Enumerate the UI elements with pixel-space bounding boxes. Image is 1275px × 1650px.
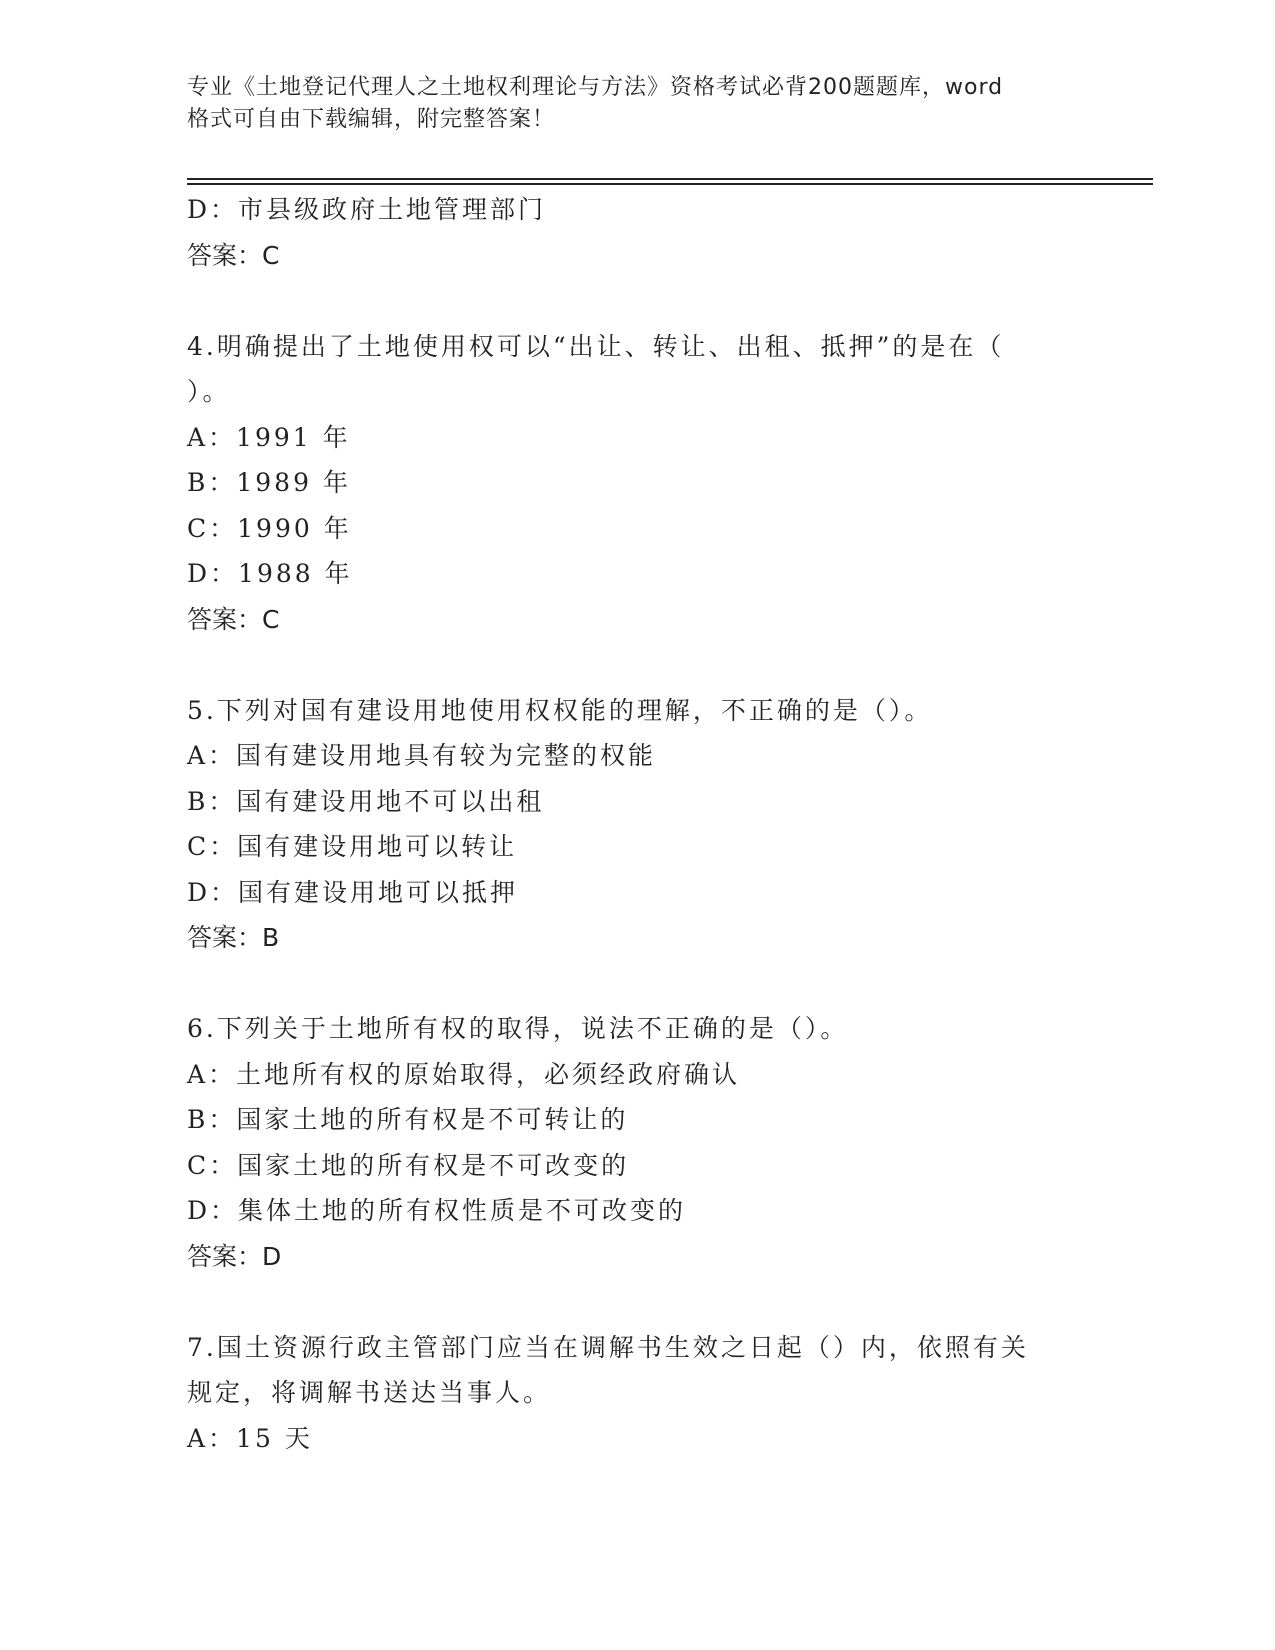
answer-line: 答案：C (187, 240, 280, 270)
option-line: D：集体土地的所有权性质是不可改变的 (187, 1196, 687, 1225)
question-stem-line: 5.下列对国有建设用地使用权权能的理解，不正确的是（）。 (187, 695, 933, 725)
header-title-line-2: 格式可自由下载编辑，附完整答案！ (187, 107, 556, 132)
header-divider-top (187, 178, 1153, 180)
question-5 (187, 688, 1107, 961)
question-6 (187, 1006, 1107, 1279)
question-stem-line: 6.下列关于土地所有权的取得，说法不正确的是（）。 (187, 1014, 849, 1043)
option-line: A：土地所有权的原始取得，必须经政府确认 (187, 1059, 741, 1089)
spacer (187, 961, 1107, 1007)
option-line: C：国家土地的所有权是不可改变的 (187, 1150, 630, 1180)
answer-line: 答案：B (187, 923, 280, 952)
option-line: C：国有建设用地可以转让 (187, 832, 518, 861)
question-list (187, 187, 1107, 1461)
option-line: A：国有建设用地具有较为完整的权能 (187, 741, 657, 770)
option-line: A：15 天 (187, 1423, 313, 1453)
question-stem-line: 4.明确提出了土地使用权可以“出让、转让、出租、抵押”的是在（ (187, 331, 1005, 361)
header-divider-bottom (187, 183, 1153, 185)
option-line: C：1990 年 (187, 513, 352, 543)
question-4 (187, 324, 1107, 643)
question-stem-line: 规定，将调解书送达当事人。 (187, 1378, 552, 1407)
question-7 (187, 1325, 1107, 1462)
spacer (187, 1279, 1107, 1325)
answer-line: 答案：D (187, 1241, 282, 1271)
spacer (187, 278, 1107, 324)
option-line: A：1991 年 (187, 422, 351, 452)
option-line: D：市县级政府土地管理部门 (187, 195, 547, 224)
question-stem-line: ）。 (187, 377, 231, 406)
option-line: B：国有建设用地不可以出租 (187, 786, 545, 816)
spacer (187, 642, 1107, 688)
option-line: B：1989 年 (187, 468, 351, 497)
option-line: B：国家土地的所有权是不可转让的 (187, 1105, 629, 1134)
option-line: D：国有建设用地可以抵押 (187, 877, 519, 907)
answer-line: 答案：C (187, 604, 280, 634)
header-title-line-1: 专业《土地登记代理人之土地权利理论与方法》资格考试必背200题题库，word (187, 75, 1004, 100)
document-header (187, 72, 1067, 136)
option-line: D：1988 年 (187, 559, 353, 588)
question-stem-line: 7.国土资源行政主管部门应当在调解书生效之日起（）内，依照有关 (187, 1332, 1029, 1362)
